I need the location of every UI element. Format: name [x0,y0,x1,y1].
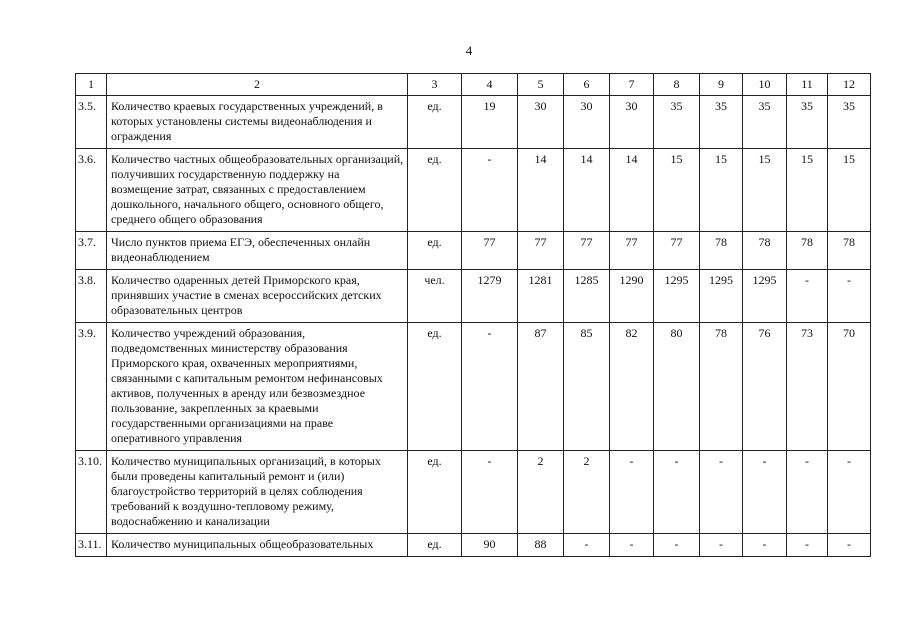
row-unit: ед. [408,149,462,232]
row-value: - [743,451,787,534]
row-value: - [654,534,700,557]
row-value: 77 [610,232,654,270]
row-unit: ед. [408,232,462,270]
row-value: 78 [700,232,743,270]
row-value: - [462,451,518,534]
row-value: 14 [610,149,654,232]
row-value: - [462,323,518,451]
row-value: 35 [787,96,828,149]
row-value: 76 [743,323,787,451]
header-cell: 8 [654,74,700,96]
row-unit: ед. [408,534,462,557]
table-row [76,232,871,270]
row-unit: ед. [408,451,462,534]
row-value: 1281 [518,270,564,323]
row-value: 30 [610,96,654,149]
row-value: - [610,451,654,534]
header-cell: 11 [787,74,828,96]
row-value: 30 [518,96,564,149]
header-cell: 1 [76,74,107,96]
row-value: - [462,149,518,232]
row-value: 35 [743,96,787,149]
row-value: 14 [518,149,564,232]
row-unit: ед. [408,96,462,149]
row-value: 78 [700,323,743,451]
row-description: Число пунктов приема ЕГЭ, обеспеченных онлайн видеонаблюдением [107,232,408,270]
row-value: 15 [700,149,743,232]
row-value: - [564,534,610,557]
row-description: Количество учреждений образования, подведомственных министерству образования Приморского края, охваченных мероприятиями, связанными с капитальным ремонтом нефинансовых активов, полученных в аренду или безвозмездное пользование, закрепленных за краевыми государственными организациями на праве оперативного управления [107,323,408,451]
table-header-row [76,74,871,96]
row-value: 80 [654,323,700,451]
row-value: 85 [564,323,610,451]
table-row [76,270,871,323]
row-value: - [654,451,700,534]
row-value: 30 [564,96,610,149]
row-value: - [700,534,743,557]
row-unit: чел. [408,270,462,323]
row-value: 90 [462,534,518,557]
header-cell: 3 [408,74,462,96]
row-value: 15 [743,149,787,232]
header-cell: 12 [828,74,871,96]
row-value: 78 [743,232,787,270]
row-value: - [743,534,787,557]
row-number: 3.9. [76,323,107,451]
header-cell: 7 [610,74,654,96]
row-value: 78 [828,232,871,270]
row-value: 77 [654,232,700,270]
row-value: - [828,270,871,323]
row-value: 77 [462,232,518,270]
row-value: 73 [787,323,828,451]
row-value: 15 [828,149,871,232]
header-cell: 5 [518,74,564,96]
row-number: 3.8. [76,270,107,323]
row-value: 1290 [610,270,654,323]
row-value: 70 [828,323,871,451]
header-cell: 9 [700,74,743,96]
row-value: - [610,534,654,557]
header-cell: 2 [107,74,408,96]
row-value: 87 [518,323,564,451]
row-value: 77 [564,232,610,270]
row-value: 2 [518,451,564,534]
table-row [76,451,871,534]
row-value: 1295 [700,270,743,323]
row-value: 35 [828,96,871,149]
row-value: 82 [610,323,654,451]
row-value: - [828,451,871,534]
header-cell: 10 [743,74,787,96]
row-value: 88 [518,534,564,557]
row-value: - [828,534,871,557]
row-value: 14 [564,149,610,232]
row-value: - [787,534,828,557]
row-unit: ед. [408,323,462,451]
header-cell: 6 [564,74,610,96]
row-value: - [787,270,828,323]
page-number: 4 [465,43,473,58]
table-row [76,96,871,149]
row-description: Количество краевых государственных учреждений, в которых установлены системы видеонаблюдения и ограждения [107,96,408,149]
row-description: Количество частных общеобразовательных организаций, получивших государственную поддержку на возмещение затрат, связанных с предоставлением дошкольного, начального общего, основного общего, среднего общего образования [107,149,408,232]
row-value: - [787,451,828,534]
table-row [76,149,871,232]
row-value: 77 [518,232,564,270]
row-value: 2 [564,451,610,534]
row-description: Количество муниципальных организаций, в которых были проведены капитальный ремонт и (или) благоустройство территорий в целях соблюдения требований к воздушно-тепловому режиму, водоснабжению и канализации [107,451,408,534]
row-value: 35 [700,96,743,149]
row-value: 1295 [654,270,700,323]
row-number: 3.7. [76,232,107,270]
row-value: 19 [462,96,518,149]
row-value: 78 [787,232,828,270]
row-value: 35 [654,96,700,149]
row-value: 15 [654,149,700,232]
row-description: Количество одаренных детей Приморского края, принявших участие в сменах всероссийских детских образовательных центров [107,270,408,323]
table-row [76,323,871,451]
table-row [76,534,871,557]
header-cell: 4 [462,74,518,96]
row-value: 15 [787,149,828,232]
row-value: - [700,451,743,534]
row-number: 3.6. [76,149,107,232]
row-value: 1279 [462,270,518,323]
row-value: 1285 [564,270,610,323]
row-number: 3.11. [76,534,107,557]
indicators-table [75,73,871,557]
row-number: 3.5. [76,96,107,149]
row-description: Количество муниципальных общеобразовательных [107,534,408,557]
row-value: 1295 [743,270,787,323]
row-number: 3.10. [76,451,107,534]
